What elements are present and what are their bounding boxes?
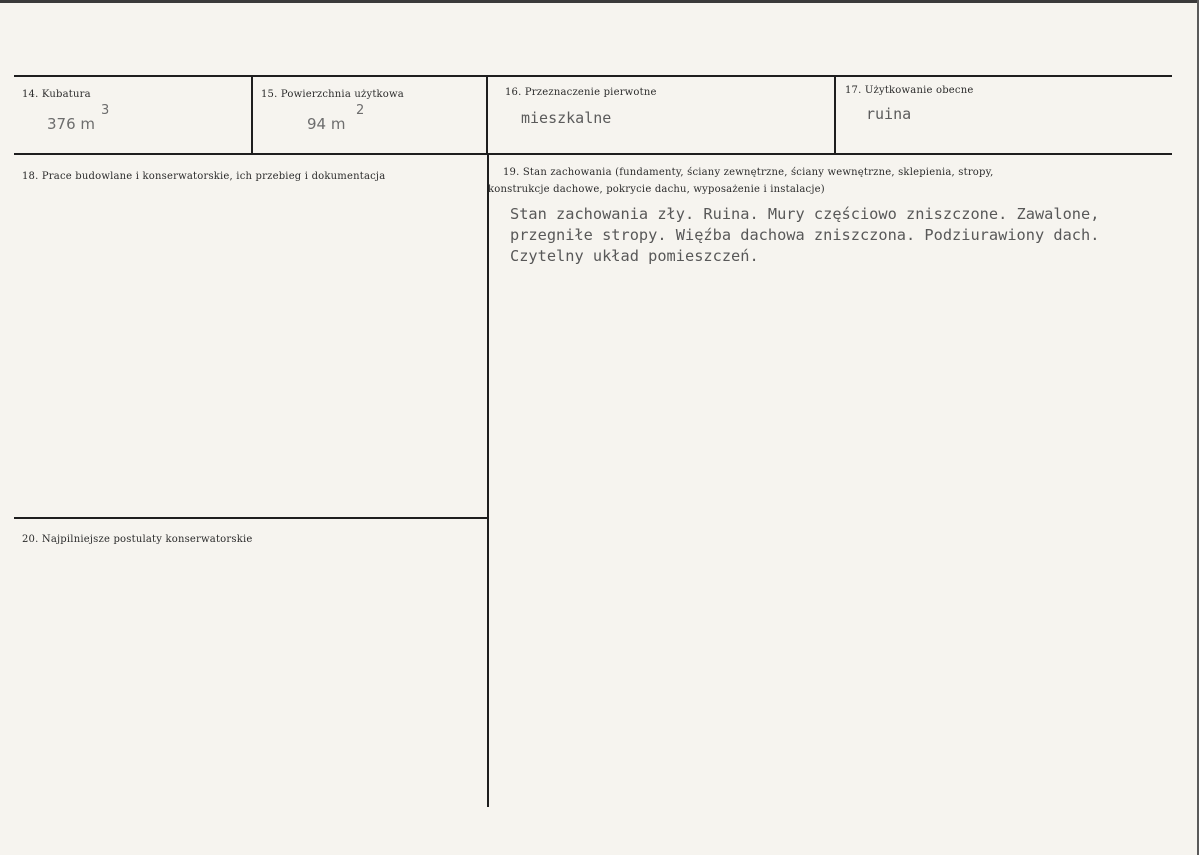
field-14-unit-exponent: 3 [101,103,110,118]
field-16-label: 16. Przeznaczenie pierwotne [505,87,657,98]
divider-14-15 [251,76,253,154]
field-20-label: 20. Najpilniejsze postulaty konserwatorskie [22,534,253,545]
field-19-label-line1: 19. Stan zachowania (fundamenty, ściany zewnętrzne, ściany wewnętrzne, sklepienia, stropy, [503,167,994,178]
paper-top-edge [0,0,1199,3]
field-18-label: 18. Prace budowlane i konserwatorskie, ich przebieg i dokumentacja [22,171,386,182]
field-14-label: 14. Kubatura [22,89,91,100]
field-19-text-line: przegniłe stropy. Więźba dachowa zniszczona. Podziurawiony dach. [510,226,1100,244]
divider-15-16 [486,76,488,154]
field-14-value: 376 m [47,115,96,133]
divider-main [487,154,489,807]
field-15-unit-exponent: 2 [356,103,365,118]
field-16-value: mieszkalne [521,109,612,127]
rule-mid [14,153,1172,155]
field-15-label: 15. Powierzchnia użytkowa [261,89,404,100]
rule-lower-left [14,517,487,519]
divider-16-17 [834,76,836,154]
field-19-label-line2: konstrukcje dachowe, pokrycie dachu, wyposażenie i instalacje) [488,184,825,195]
field-15-value: 94 m [307,115,346,133]
field-19-text-line: Czytelny układ pomieszczeń. [510,247,759,265]
rule-top [14,75,1172,77]
field-17-label: 17. Użytkowanie obecne [845,85,974,96]
field-17-value: ruina [866,105,912,123]
field-19-text [510,204,1190,267]
field-19-text-line: Stan zachowania zły. Ruina. Mury częściowo zniszczone. Zawalone, [510,205,1100,223]
